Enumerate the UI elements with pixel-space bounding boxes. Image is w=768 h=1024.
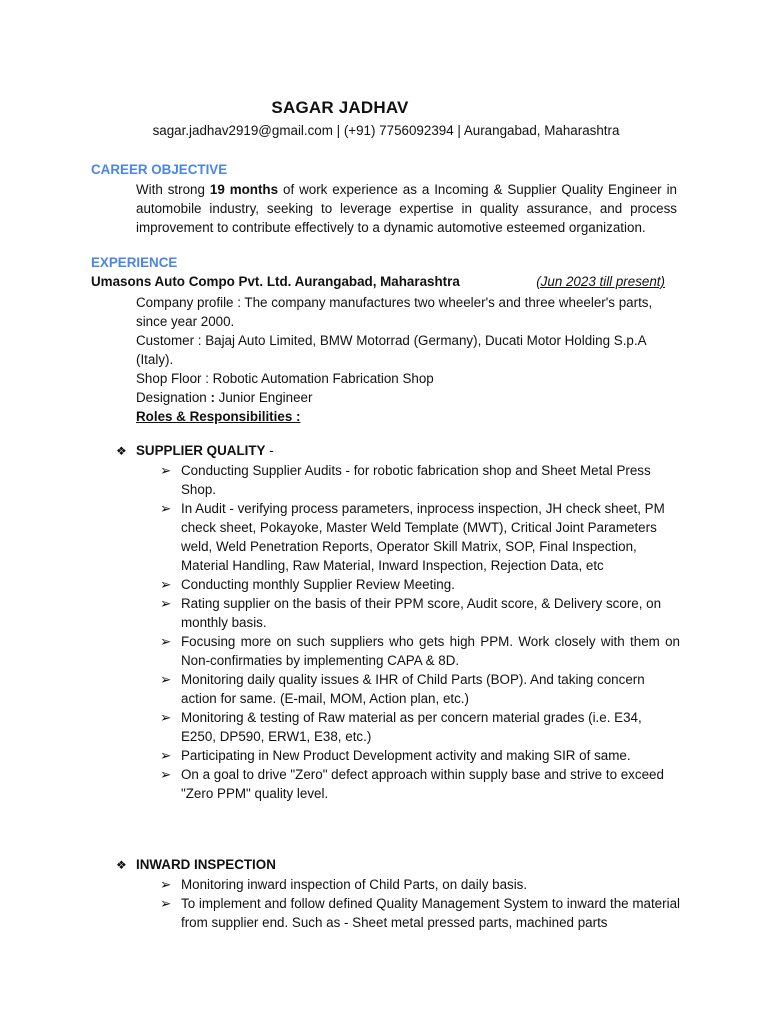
list-item-text: Focusing more on such suppliers who gets high PPM. Work closely with them on Non-confirmaties by implementing CAPA & 8D. [181,634,680,668]
inward-inspection-list [160,875,680,932]
supplier-quality-heading [116,443,274,458]
contact-line: sagar.jadhav2919@gmail.com | (+91) 7756092394 | Aurangabad, Maharashtra [152,123,620,138]
list-item [160,765,680,803]
list-item-text: Monitoring daily quality issues & IHR of Child Parts (BOP). And taking concern action for same. (E-mail, MOM, Action plan, etc.) [181,672,645,706]
supplier-quality-list [160,461,680,803]
list-item [160,499,680,575]
list-item [160,632,680,670]
career-objective-text [136,180,677,237]
company-line [91,274,667,289]
list-item [160,670,680,708]
diamond-bullet-icon: ❖ [116,444,127,458]
arrow-bullet-icon: ➢ [160,634,172,649]
list-item-text: Participating in New Product Development activity and making SIR of same. [181,748,631,763]
candidate-name: SAGAR JADHAV [271,98,409,117]
employment-dates: (Jun 2023 till present) [536,274,665,289]
designation-colon: : [206,390,219,405]
list-item-text: On a goal to drive "Zero" defect approach within supply base and strive to exceed "Zero PPM" quality level. [181,767,664,801]
arrow-bullet-icon: ➢ [160,501,172,516]
customer-line: Customer : Bajaj Auto Limited, BMW Motorrad (Germany), Ducati Motor Holding S.p.A (Italy). [136,333,646,367]
company-name: Umasons Auto Compo Pvt. Ltd. Aurangabad, Maharashtra [91,274,460,289]
list-item [160,575,680,594]
supplier-quality-suffix: - [265,443,274,458]
company-details [136,293,676,426]
list-item-text: Conducting Supplier Audits - for robotic fabrication shop and Sheet Metal Press Shop. [181,463,651,497]
list-item-text: Conducting monthly Supplier Review Meeting. [181,577,455,592]
shop-floor-line: Shop Floor : Robotic Automation Fabrication Shop [136,371,434,386]
roles-heading: Roles & Responsibilities : [136,409,301,424]
career-objective-heading: CAREER OBJECTIVE [91,162,228,177]
inward-inspection-heading [116,857,276,872]
objective-text-start: With strong [136,182,210,197]
list-item-text: To implement and follow defined Quality Management System to inward the material from supplier end. Such as - Sheet metal pressed parts, machined parts [181,896,680,930]
list-item-text: Rating supplier on the basis of their PPM score, Audit score, & Delivery score, on monthly basis. [181,596,662,630]
company-profile: Company profile : The company manufactures two wheeler's and three wheeler's parts, since year 2000. [136,295,653,329]
designation-line [136,388,676,407]
arrow-bullet-icon: ➢ [160,672,172,687]
designation-value: Junior Engineer [218,390,313,405]
arrow-bullet-icon: ➢ [160,748,172,763]
list-item-text: In Audit - verifying process parameters, inprocess inspection, JH check sheet, PM check sheet, Pokayoke, Master Weld Template (MWT), Critical Joint Parameters weld, Weld Penetration Reports, Operator Skill Matrix, SOP, Final Inspection, Material Handling, Raw Material, Inward Inspection, Rejection Data, etc [181,501,665,573]
inward-inspection-title: INWARD INSPECTION [136,857,276,872]
list-item [160,708,680,746]
arrow-bullet-icon: ➢ [160,463,172,478]
arrow-bullet-icon: ➢ [160,877,172,892]
arrow-bullet-icon: ➢ [160,896,172,911]
list-item [160,875,680,894]
list-item [160,461,680,499]
arrow-bullet-icon: ➢ [160,710,172,725]
designation-label: Designation [136,390,207,405]
diamond-bullet-icon: ❖ [116,858,127,872]
experience-heading: EXPERIENCE [91,255,178,270]
list-item [160,594,680,632]
list-item [160,894,680,932]
experience-duration: 19 months [209,182,279,197]
arrow-bullet-icon: ➢ [160,577,172,592]
supplier-quality-title: SUPPLIER QUALITY [136,443,266,458]
arrow-bullet-icon: ➢ [160,596,172,611]
objective-text-end: of work experience as a Incoming & Supplier Quality Engineer in automobile industry, seeking to leverage expertise in quality assurance, and process improvement to contribute effectively to a dynamic automotive esteemed organization. [136,182,677,235]
list-item [160,746,680,765]
list-item-text: Monitoring inward inspection of Child Parts, on daily basis. [181,877,528,892]
arrow-bullet-icon: ➢ [160,767,172,782]
list-item-text: Monitoring & testing of Raw material as per concern material grades (i.e. E34, E250, DP590, ERW1, E38, etc.) [181,710,642,744]
